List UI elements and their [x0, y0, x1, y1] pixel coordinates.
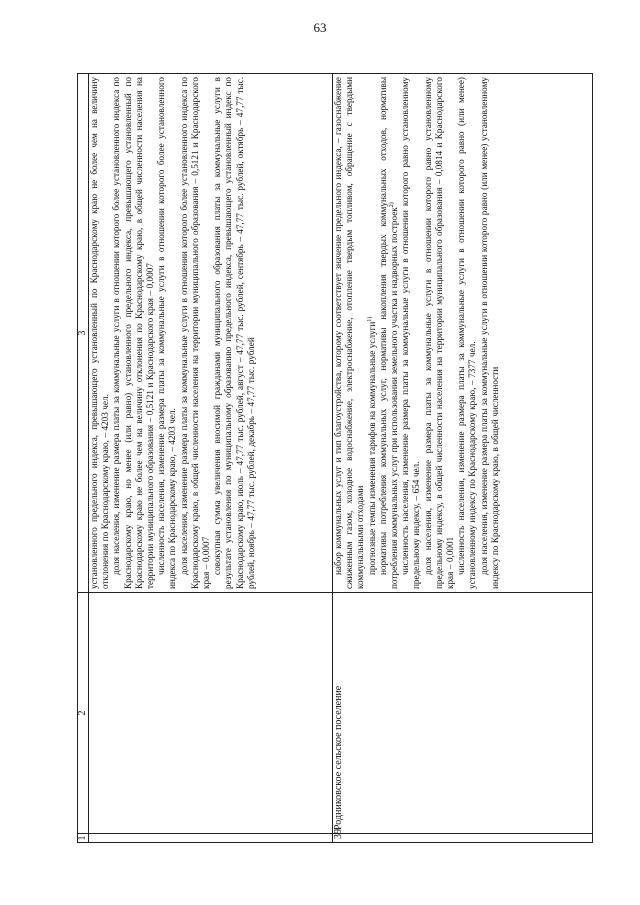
cell-row-details — [333, 74, 593, 593]
paragraph: доля населения, изменение размера платы за коммунальные услуги в отношении которого более установленного индекса по Краснодарскому краю, но менее (или равно) установленного предельного индекса, превышающего установленный по Краснодарскому краю не более чем на величину отклонения по Краснодарскому краю, в общей численности населения на территории муниципального образования – 0,5121 и Краснодарского края – 0,0007 — [111, 77, 156, 589]
cell-empty-num — [89, 834, 333, 843]
header-row — [78, 74, 89, 843]
paragraph: численность населения, изменение размера платы за коммунальные услуги в отношении которого равно установленному предельному индексу, – 654 чел. — [400, 77, 422, 589]
paragraph: доля населения, изменение размера платы за коммунальные услуги в отношении которого более установленного индекса по Краснодарскому краю, в общей численности населения на территории муниципального образования – 0,5121 и Краснодарского края – 0,0007 — [178, 77, 212, 589]
footnote-mark: 1) — [366, 316, 373, 322]
index-table — [77, 73, 593, 843]
table-row-prev — [89, 74, 333, 843]
paragraph: численность населения, изменение размера платы за коммунальные услуги в отношении которого равно (или менее) установленному индексу по Краснодарскому краю, – 7377 чел. — [456, 77, 478, 589]
cell-empty-name — [89, 593, 333, 834]
rotated-table-container — [77, 73, 593, 843]
header-col-1: 1 — [77, 835, 88, 841]
paragraph-with-note — [378, 77, 400, 589]
paragraph-text: нормативы потребления коммунальных услуг, нормативы накопления твердых коммунальных отходов, нормативы потребления коммунальных услуг при использовании земельного участка и надворных построек — [377, 77, 400, 589]
table-row-39 — [333, 74, 593, 843]
footnote-mark: 2) — [388, 202, 395, 208]
paragraph: набор коммунальных услуг и тип благоустройства, которому соответствует значение предельного индекса, – газоснабжение сжиженным газом, холодное водоснабжение, электроснабжение, отопление твердым топливом, обращение с твердыми коммунальными отходами — [333, 77, 366, 589]
header-col-2: 2 — [78, 593, 89, 834]
paragraph: совокупная сумма увеличения вносимой гражданами муниципального образования платы за коммунальные услуги в результате установления по муниципальному образованию предельного индекса, превышающего установленный индекс по Краснодарскому краю, июль – 47,77 тыс. рублей, август – 47,77 тыс. рублей, сентябрь – 47,77 тыс. рублей, октябрь – 47,77 тыс. рублей, ноябрь – 47,77 тыс. рублей, декабрь – 47,77 тыс. рублей — [212, 77, 256, 589]
paragraph-with-note — [367, 77, 378, 589]
cell-prev-details — [89, 74, 333, 593]
paragraph: численность населения, изменение размера платы за коммунальные услуги в отношении которого более установленного индекса по Краснодарскому краю, – 4203 чел. — [156, 77, 178, 589]
paragraph-text: прогнозные темпы изменения тарифов на коммунальные услуги — [366, 321, 377, 575]
municipality-name: Родниковское сельское поселение — [333, 593, 593, 834]
paragraph: доля населения, изменение размера платы за коммунальные услуги в отношении которого равно (или менее) установленному индексу по Краснодарскому краю, в общей численности — [478, 77, 500, 589]
page-number: 63 — [313, 20, 327, 35]
header-col-3: 3 — [78, 74, 89, 593]
row-number: 39 — [333, 834, 593, 843]
paragraph: доля населения, изменение размера платы за коммунальные услуги в отношении которого равно установленному предельному индексу, в общей численности населения на территории муниципального образования – 0,0814 и Краснодарского края – 0,0001 — [422, 77, 456, 589]
paragraph: установленного предельного индекса, превышающего установленный по Краснодарскому краю не более чем на величину отклонения по Краснодарскому краю, – 4203 чел. — [89, 77, 111, 589]
